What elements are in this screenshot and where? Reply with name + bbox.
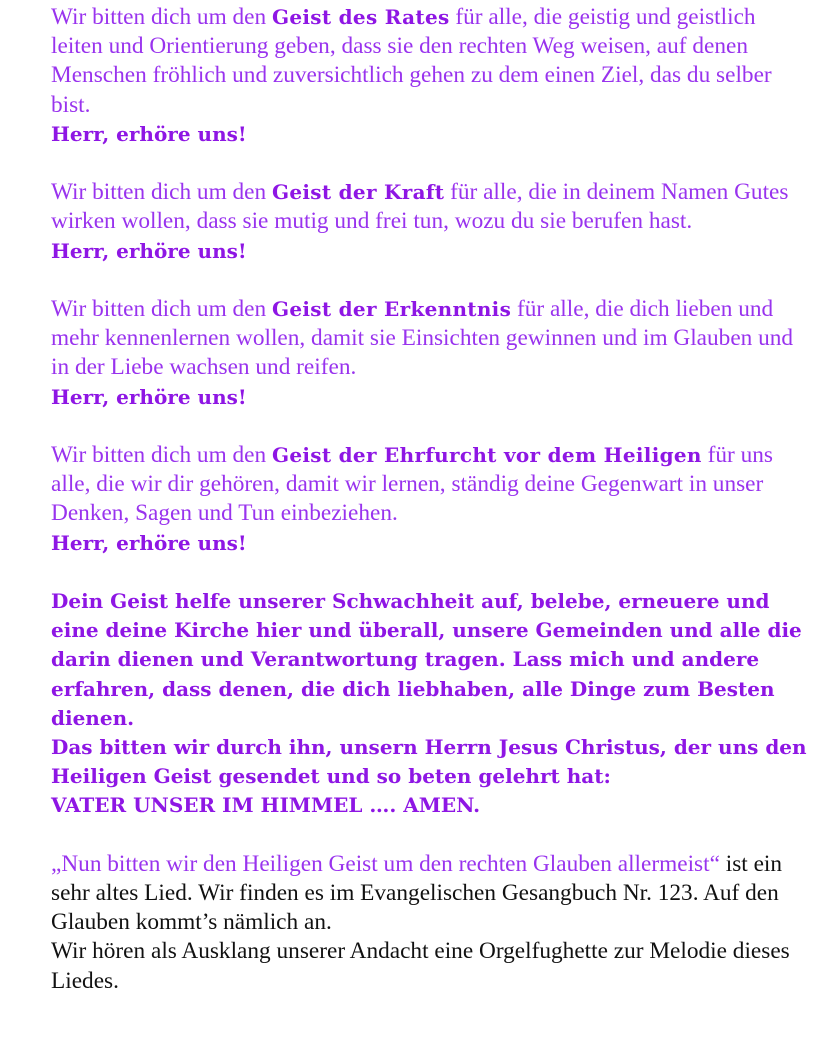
final-prayer (51, 587, 811, 821)
closing-notes (51, 850, 811, 996)
gift-of-spirit: Geist des Rates (271, 5, 450, 29)
response: Herr, erhöre uns! (51, 238, 247, 263)
final-prayer-text: Dein Geist helfe unserer Schwachheit auf, belebe, erneuere und eine deine Kirche hier und überall, unsere Gemeinden und alle die darin dienen und Verantwortung tragen. Lass mich und andere erfahren, dass denen, die dich liebhaben, alle Dinge zum Besten dienen. (51, 589, 802, 730)
hymn-title: „Nun bitten wir den Heiligen Geist um den rechten Glauben allermeist“ (51, 850, 720, 877)
response: Herr, erhöre uns! (51, 384, 247, 409)
intercession-text: Wir bitten dich um den Geist des Rates für alle, die geistig und geistlich leiten und Orientierung geben, dass sie den rechten Weg weisen, auf denen Menschen fröhlich und zuversichtlich gehen zu dem einen Ziel, das du selber bist. (51, 4, 772, 118)
intercession-4 (51, 441, 811, 558)
intercession-text: Wir bitten dich um den Geist der Ehrfurcht vor dem Heiligen für uns alle, die wir dir gehören, damit wir lernen, ständig deine Gegenwart in unser Denken, Sagen und Tun einbeziehen. (51, 442, 773, 527)
our-father: VATER UNSER IM HIMMEL …. AMEN. (51, 793, 481, 818)
response: Herr, erhöre uns! (51, 121, 247, 146)
intercession-1 (51, 3, 811, 149)
response: Herr, erhöre uns! (51, 530, 247, 555)
gift-of-spirit: Geist der Ehrfurcht vor dem Heiligen (271, 443, 702, 467)
organ-note: Wir hören als Ausklang unserer Andacht eine Orgelfughette zur Melodie dieses Liedes. (51, 938, 790, 994)
doxology: Das bitten wir durch ihn, unsern Herrn Jesus Christus, der uns den Heiligen Geist gesendet und so beten gelehrt hat: (51, 735, 807, 789)
gift-of-spirit: Geist der Kraft (271, 180, 445, 205)
hymn-note: „Nun bitten wir den Heiligen Geist um den rechten Glauben allermeist“ ist ein sehr altes Lied. Wir finden es im Evangelischen Gesangbuch Nr. 123. Auf den Glauben kommt’s nämlich an. (51, 850, 783, 936)
prayer-document (51, 3, 811, 996)
intercession-text: Wir bitten dich um den Geist der Erkenntnis für alle, die dich lieben und mehr kennenlernen wollen, damit sie Einsichten gewinnen und im Glauben und in der Liebe wachsen und reifen. (51, 296, 794, 381)
intercession-2 (51, 178, 811, 266)
gift-of-spirit: Geist der Erkenntnis (271, 297, 512, 321)
intercession-text: Wir bitten dich um den Geist der Kraft für alle, die in deinem Namen Gutes wirken wollen, dass sie mutig und frei tun, wozu du sie berufen hast. (51, 179, 789, 235)
intercession-3 (51, 295, 811, 412)
